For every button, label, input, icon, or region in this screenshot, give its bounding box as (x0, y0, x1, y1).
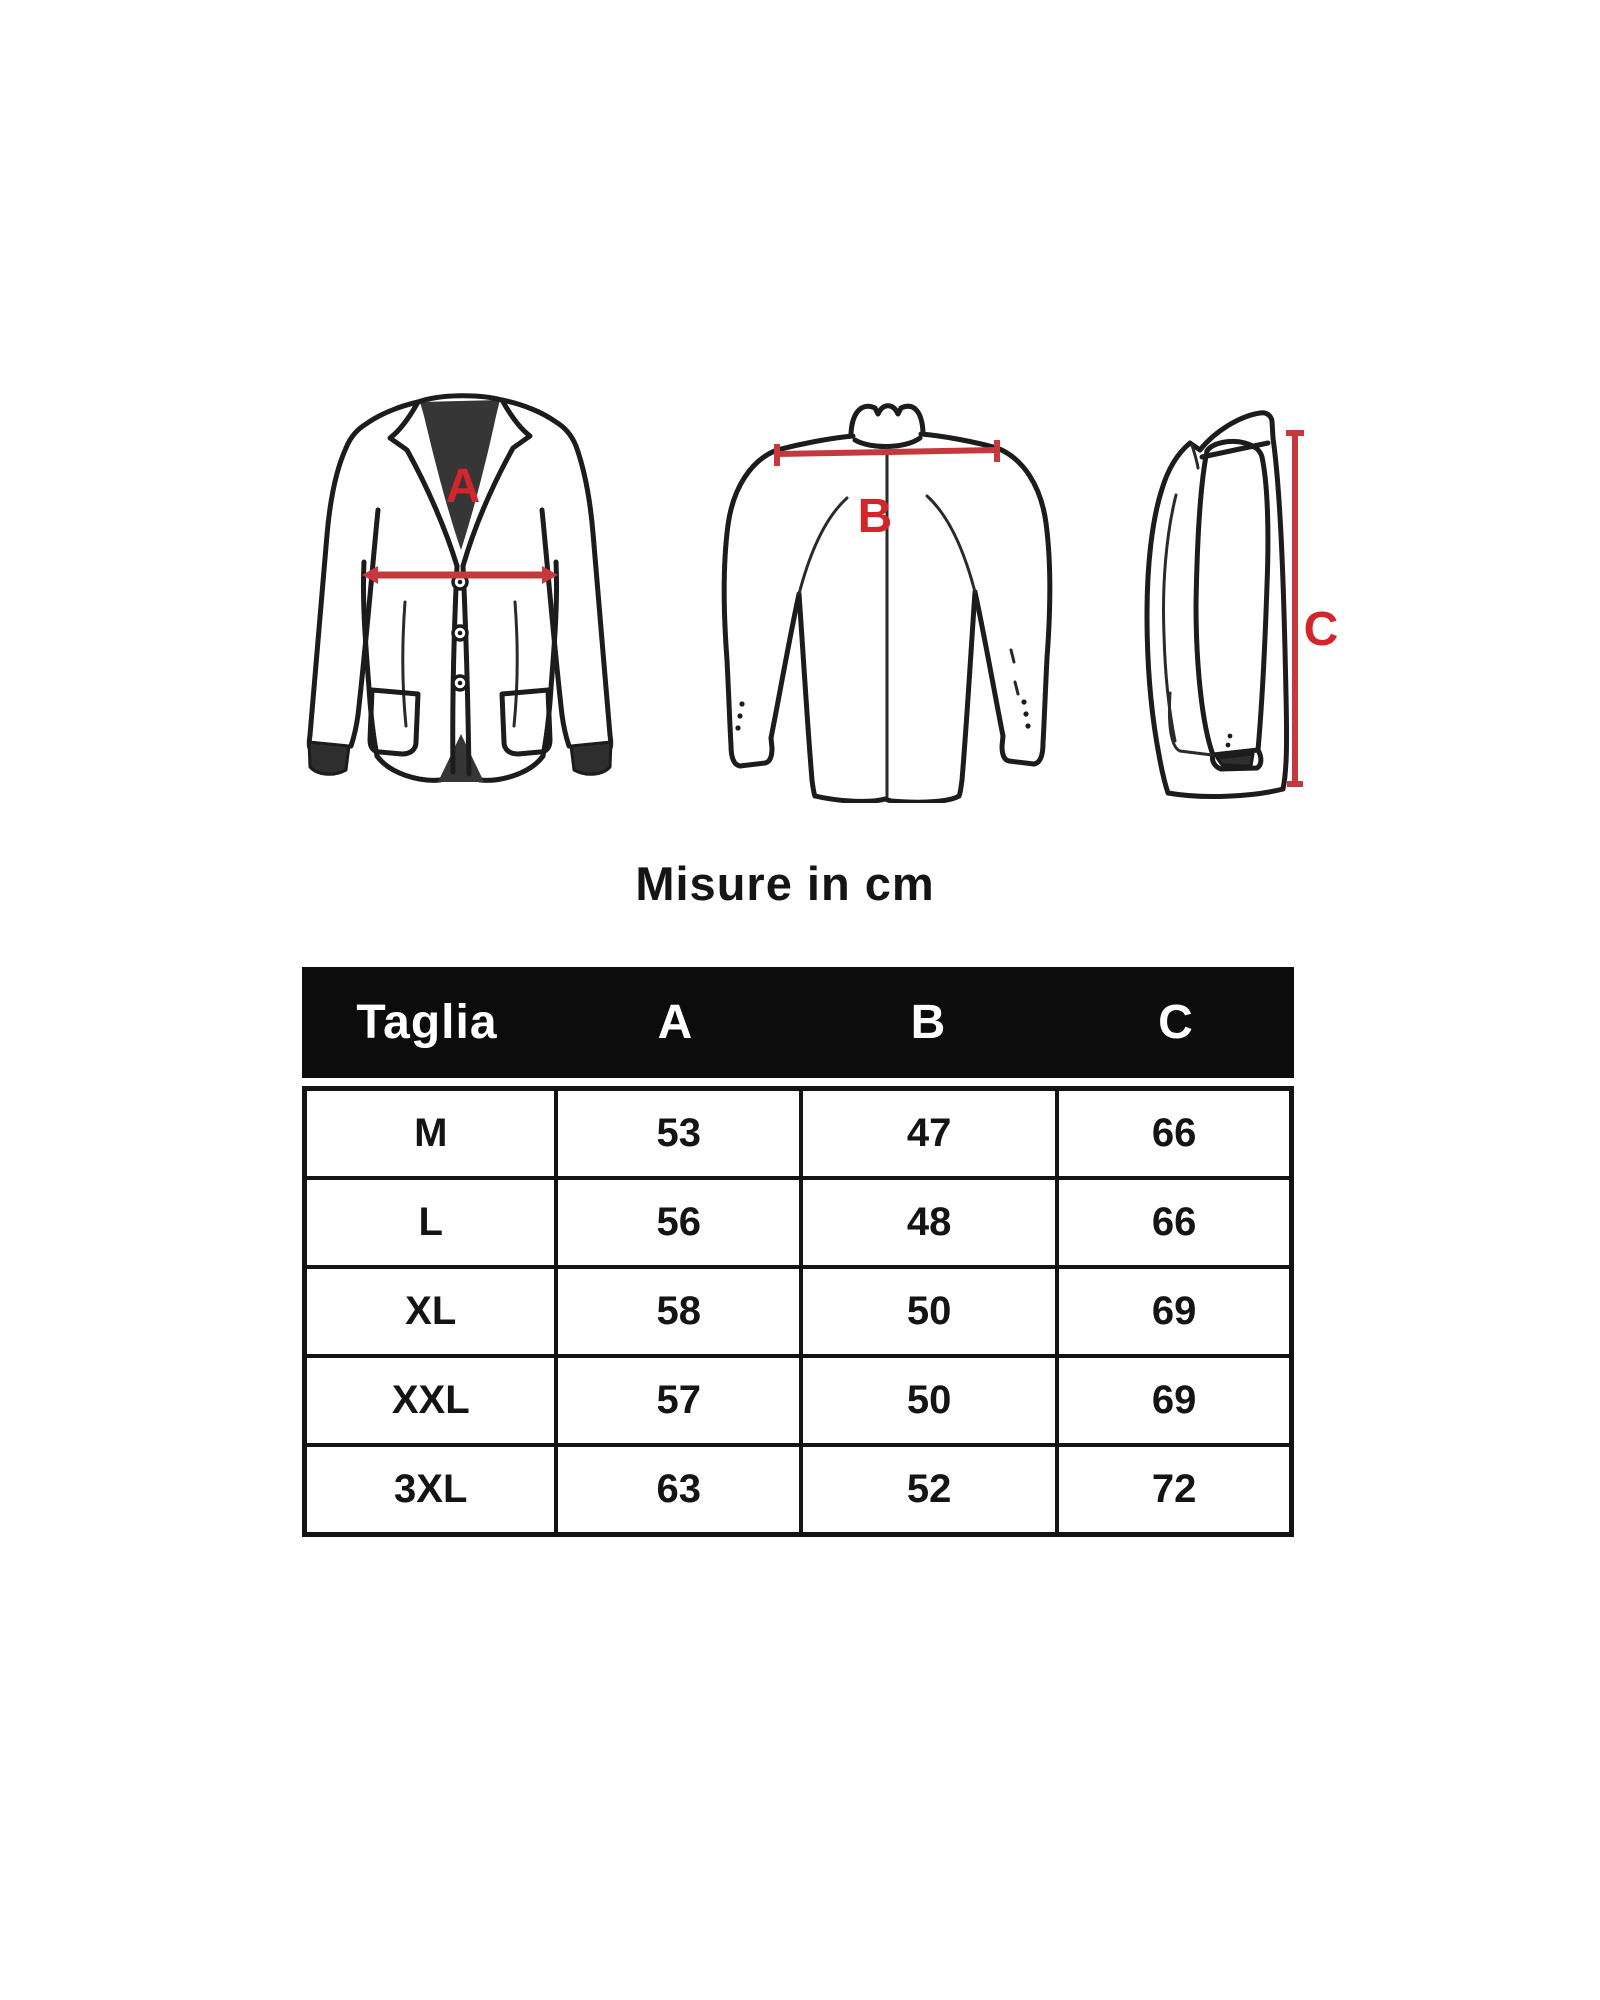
table-cell: 63 (554, 1447, 799, 1532)
jacket-back-diagram (715, 398, 1060, 803)
table-cell: 66 (1055, 1180, 1289, 1265)
header-cell-taglia: Taglia (356, 996, 498, 1049)
table-cell: 58 (554, 1269, 799, 1354)
size-table (302, 967, 1294, 1537)
table-row-xxl (307, 1354, 1289, 1443)
table-cell: 47 (799, 1091, 1055, 1176)
jacket-back-art (724, 406, 1050, 802)
jacket-front-art (309, 396, 611, 782)
table-cell: XL (405, 1289, 457, 1333)
table-cell: 53 (554, 1091, 799, 1176)
table-cell: 57 (554, 1358, 799, 1443)
table-row-3xl (307, 1443, 1289, 1532)
table-cell: 3XL (394, 1467, 468, 1511)
table-row-l (307, 1176, 1289, 1265)
table-cell: 72 (1055, 1447, 1289, 1532)
table-cell: 69 (1055, 1269, 1289, 1354)
measure-label-a: A (445, 460, 481, 513)
table-cell: L (418, 1200, 443, 1244)
table-cell: 48 (799, 1180, 1055, 1265)
header-cell-c: C (1158, 996, 1194, 1049)
header-cell-b: B (910, 996, 947, 1049)
measure-label-b: B (857, 490, 893, 543)
table-cell: 66 (1055, 1091, 1289, 1176)
jacket-front-diagram (290, 390, 630, 790)
table-cell: 56 (554, 1180, 799, 1265)
table-cell: 69 (1055, 1358, 1289, 1443)
table-cell: 50 (799, 1269, 1055, 1354)
jacket-side-art (1147, 413, 1287, 797)
table-cell: 50 (799, 1358, 1055, 1443)
jacket-side-diagram (1140, 405, 1340, 800)
size-table-header (302, 967, 1294, 1078)
table-row-m (307, 1091, 1289, 1176)
size-table-body (302, 1086, 1294, 1537)
page-title: Misure in cm (635, 857, 935, 910)
table-cell: 52 (799, 1447, 1055, 1532)
table-cell: M (414, 1111, 448, 1155)
header-cell-a: A (657, 996, 694, 1049)
table-row-xl (307, 1265, 1289, 1354)
measure-label-c: C (1303, 603, 1339, 656)
table-cell: XXL (391, 1378, 470, 1422)
